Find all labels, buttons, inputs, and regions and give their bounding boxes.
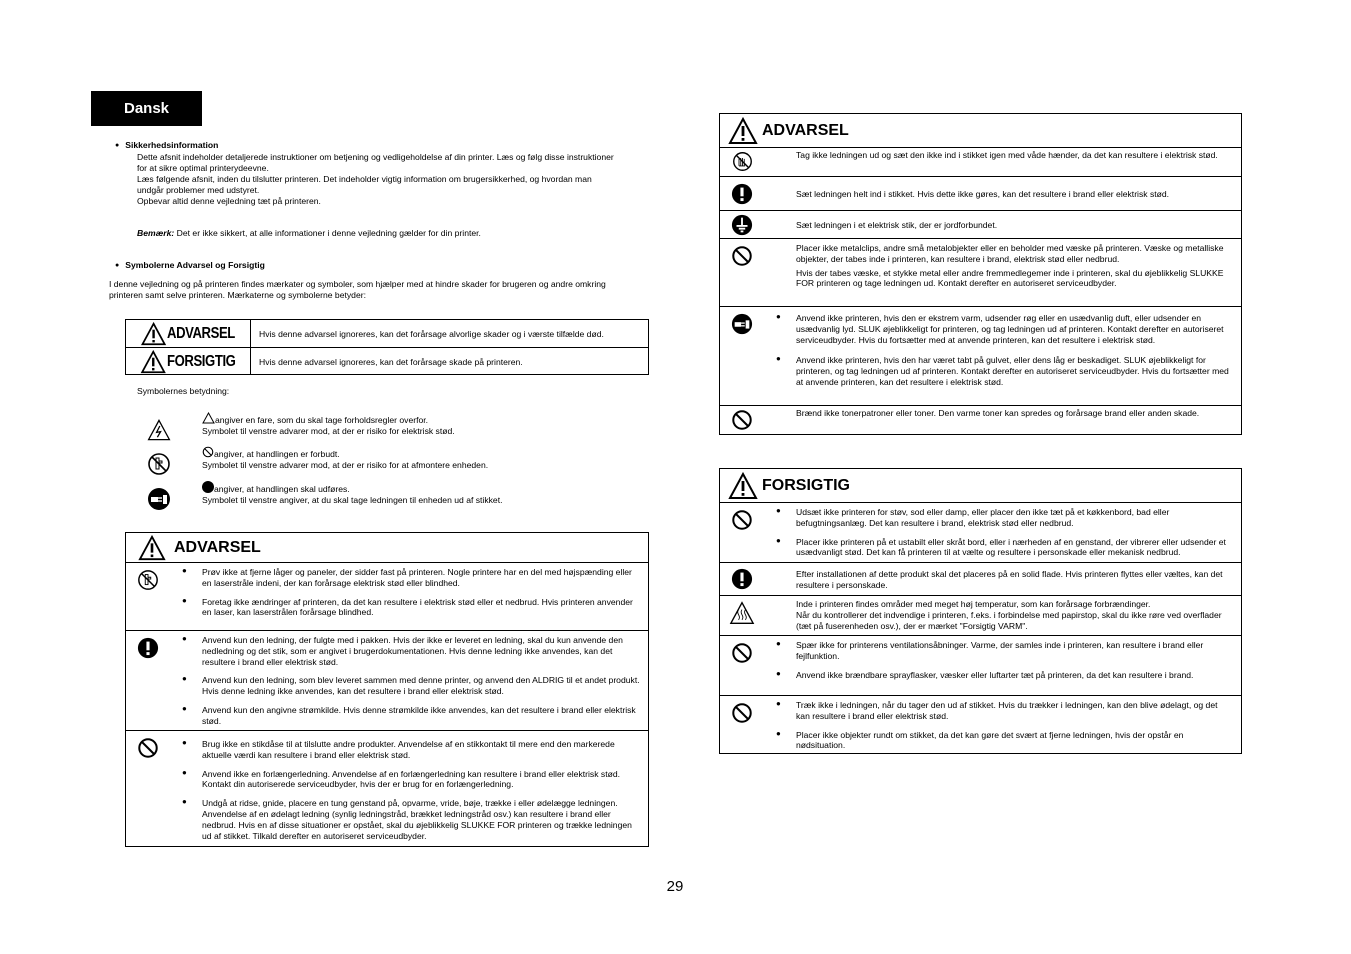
symbols-intro — [109, 279, 679, 301]
warning-row — [126, 631, 648, 731]
warning-title: ADVARSEL — [174, 538, 261, 556]
right-warning-box — [719, 113, 1242, 435]
no-wet-hands-icon — [732, 151, 753, 172]
warning-row — [720, 239, 1241, 307]
legend-row-warning — [126, 320, 648, 347]
warning-row — [126, 563, 648, 631]
safety-section — [115, 140, 218, 150]
meaning-line: angiver en fare, som du skal tage forholdsregler overfor. — [215, 415, 429, 425]
triangle-icon — [202, 412, 215, 424]
warning-triangle-icon — [140, 322, 167, 346]
caution-row — [720, 503, 1241, 563]
warning-point: ● Foretag ikke ændringer af printeren, da det kan resultere i elektrisk stød eller et nedbrud. Hvis printeren anvender en laser, kan laserstrålen forårsage blindhed. — [182, 597, 640, 619]
mandatory-icon — [137, 637, 159, 659]
warning-point: ● Anvend ikke en forlængerledning. Anvendelse af en forlængerledning kan resultere i brand eller elektrisk stød. Kontakt din autoriserede serviceudbyder, hvis der er brug for en forlængerledning. — [182, 769, 640, 791]
caution-point: ● Spær ikke for printerens ventilationsåbninger. Varme, der samles inde i printeren, kan resultere i brand eller fejlfunktion. — [776, 640, 1233, 662]
warning-point: ● Prøv ikke at fjerne låger og paneler, der sidder fast på printeren. Nogle printere har en del med højspænding eller en laserstråle indeni, der kan forårsage elektrisk stød eller blindhed. — [182, 567, 640, 589]
warning-row — [720, 148, 1241, 177]
prohibited-icon — [731, 245, 753, 267]
mandatory-icon — [731, 568, 753, 590]
warning-row — [720, 211, 1241, 239]
safety-line: for at sikre optimal printerydeevne. — [137, 163, 269, 173]
intro-line: I denne vejledning og på printeren findes mærkater og symboler, som hjælper med at hindre skader for brugeren og andre omkring — [109, 279, 606, 289]
note — [137, 228, 481, 239]
caution-point: ● Udsæt ikke printeren for støv, sod eller damp, eller placer den ikke tæt på et køkkenbord, bad eller befugtningsanlæg. Det kan resultere i brand, elektrisk stød eller nedbrud. — [776, 507, 1233, 529]
note-text: Det er ikke sikkert, at alle informationer i denne vejledning gælder for din printer. — [174, 228, 481, 238]
warning-triangle-icon — [728, 117, 758, 145]
language-tab: Dansk — [91, 91, 202, 126]
page-number: 29 — [666, 878, 684, 895]
safety-line: Opbevar altid denne vejledning tæt på printeren. — [137, 196, 321, 206]
prohibition-icon — [202, 446, 214, 458]
warning-point: ● Brug ikke en stikdåse til at tilslutte andre produkter. Anvendelse af en stikkontakt til mere end den markerede aktuelle værdi kan resultere i brand eller elektrisk stød. — [182, 739, 640, 761]
unplug-icon — [731, 313, 753, 335]
meaning-line: Symbolet til venstre advarer mod, at der er risiko for elektrisk stød. — [202, 426, 455, 436]
caution-text: Efter installationen af dette produkt skal det placeres på en solid flade. Hvis printeren flyttes eller væltes, kan det resultere i personskade. — [796, 568, 1223, 590]
warning-text: Sæt ledningen helt ind i stikket. Hvis dette ikke gøres, kan det resultere i brand eller elektrisk stød. — [796, 188, 1170, 199]
unplug-icon — [147, 487, 171, 511]
warning-point: ● Undgå at ridse, gnide, placere en tung genstand på, opvarme, vride, bøje, trække i eller ødelægge ledningen. Anvendelse af en ødelagt ledning (synlig ledningstråd, brækket ledningstråd osv.) kan resultere i brand eller nedbrud. Hvis en af disse situationer er opstået, skal du øjeblikkelig SLUKKE FOR printeren og trække ledningen ud af stikket. Tilkald derefter en autoriseret serviceudbyder. — [182, 798, 640, 841]
legend-text: Hvis denne advarsel ignoreres, kan det forårsage skade på printeren. — [259, 356, 523, 367]
caution-row — [720, 696, 1241, 753]
legend-row-caution — [126, 347, 648, 375]
safety-line: Læs følgende afsnit, inden du tilslutter printeren. Det indeholder vigtig information om brugersikkerhed, og hvordan man — [137, 174, 592, 184]
caution-point: ● Træk ikke i ledningen, når du tager den ud af stikket. Hvis du trækker i ledningen, kan den blive ødelagt, og det kan resultere i brand eller elektrisk stød. — [776, 700, 1233, 722]
safety-paragraph — [137, 152, 677, 207]
right-caution-box — [719, 468, 1242, 754]
prohibited-icon — [137, 737, 159, 759]
caution-text: Når du kontrollerer det indvendige i printeren, f.eks. i forbindelse med papirstop, skal du ikke røre ved overflader (tæt på fuserenheden osv.), der er mærket "Forsigtig VARM". — [796, 609, 1222, 631]
meaning-line: angiver, at handlingen skal udføres. — [214, 484, 350, 494]
prohibited-icon — [731, 409, 753, 431]
warning-row — [126, 731, 648, 846]
warning-row — [720, 307, 1241, 406]
note-label: Bemærk: — [137, 228, 175, 238]
mandatory-icon — [731, 183, 753, 205]
legend-label: FORSIGTIG — [166, 352, 235, 370]
warning-triangle-icon — [140, 350, 167, 374]
warning-row — [720, 177, 1241, 211]
safety-line: undgår problemer med udstyret. — [137, 185, 260, 195]
warning-triangle-icon — [138, 535, 166, 561]
electric-shock-icon — [147, 418, 171, 442]
caution-text: Inde i printeren findes områder med meget høj temperatur, som kan forårsage forbrændinger. — [796, 599, 1151, 609]
warning-text: Tag ikke ledningen ud og sæt den ikke ind i stikket igen med våde hænder, da det kan resultere i elektrisk stød. — [796, 150, 1218, 160]
caution-row — [720, 636, 1241, 696]
warning-text: Brænd ikke tonerpatroner eller toner. Den varme toner kan spredes og forårsage brand eller anden skade. — [796, 408, 1200, 418]
warning-point: ● Anvend kun den angivne strømkilde. Hvis denne strømkilde ikke anvendes, kan det resultere i brand eller elektrisk stød. — [182, 705, 640, 727]
legend-label: ADVARSEL — [167, 324, 236, 342]
warning-point: ● Anvend kun den ledning, som blev leveret sammen med denne printer, og anvend den ALDRIG til et andet produkt. Hvis denne ledning ikke anvendes, kan det resultere i brand eller elektrisk stød. — [182, 675, 640, 697]
caution-point: ● Placer ikke objekter rundt om stikket, da det kan gøre det svært at fjerne ledningen, hvis der opstår en nødsituation. — [776, 730, 1233, 752]
warning-row — [720, 406, 1241, 433]
prohibited-icon — [731, 702, 753, 724]
meaning-line: Symbolet til venstre advarer mod, at der er risiko for at afmontere enheden. — [202, 460, 489, 470]
meaning-line: angiver, at handlingen er forbudt. — [214, 449, 340, 459]
filled-circle-icon — [202, 481, 214, 493]
no-disassembly-icon — [137, 569, 159, 591]
warning-title: ADVARSEL — [762, 121, 849, 139]
warning-text: Sæt ledningen i et elektrisk stik, der er jordforbundet. — [796, 219, 998, 230]
warning-triangle-icon — [728, 472, 758, 500]
warning-header — [720, 114, 1241, 148]
safety-title: ● Sikkerhedsinformation — [115, 140, 218, 150]
warning-text: Placer ikke metalclips, andre små metalobjekter eller en beholder med væske på printeren. Væske og metalliske objekter, der tabes inde i printeren, kan resultere i brand, elektrisk stød eller nedbrud. — [796, 243, 1224, 264]
meaning-line: Symbolet til venstre angiver, at du skal tage ledningen til enheden ud af stikket. — [202, 495, 503, 505]
intro-line: printeren samt selve printeren. Mærkaterne og symbolerne betyder: — [109, 290, 366, 300]
left-warning-box — [125, 532, 649, 847]
symbols-title: ● Symbolerne Advarsel og Forsigtig — [115, 260, 265, 270]
warning-point: ● Anvend ikke printeren, hvis den har været tabt på gulvet, eller dens låg er beskadiget. SLUK øjeblikkeligt for printeren, og tag ledningen ud af printeren. Kontakt derefter en autoriseret serviceudbyder. Hvis du fortsætter med at anvende printeren, kan det resultere i elektrisk stød. — [776, 355, 1233, 387]
caution-point: ● Anvend ikke brændbare sprayflasker, væsker eller luftarter tæt på printeren, da det kan resultere i brand. — [776, 670, 1233, 681]
caution-row — [720, 596, 1241, 636]
caution-point: ● Placer ikke printeren på et ustabilt eller skråt bord, eller i nærheden af en genstand, der vibrerer eller udsender et usædvanligt stød. Det kan få printeren til at vælte og resultere i personskade eller mekanisk nedbrud. — [776, 537, 1233, 559]
no-disassembly-icon — [147, 452, 171, 476]
symbols-section — [115, 260, 265, 270]
hot-surface-icon — [729, 601, 755, 625]
warning-text: Hvis der tabes væske, et stykke metal eller andre fremmedlegemer inde i printeren, skal du øjeblikkelig SLUKKE FOR printeren og tage ledningen ud. Kontakt derefter en autoriseret serviceudbyder. — [796, 267, 1224, 289]
caution-title: FORSIGTIG — [762, 476, 850, 494]
warning-point: ● Anvend ikke printeren, hvis den er ekstrem varm, udsender røg eller en usædvanlig duft, eller udsender en usædvanlig lyd. SLUK øjeblikkeligt for printeren, og tag ledningen ud af printeren. Kontakt derefter en autoriseret serviceudbyder. Hvis du fortsætter med at anvende printeren, kan det resultere i elektrisk stød. — [776, 313, 1233, 345]
caution-row — [720, 563, 1241, 596]
meaning-label: Symbolernes betydning: — [137, 386, 230, 396]
caution-header — [720, 469, 1241, 503]
ground-icon — [731, 214, 753, 236]
prohibited-icon — [731, 642, 753, 664]
prohibited-icon — [731, 509, 753, 531]
warning-point: ● Anvend kun den ledning, der fulgte med i pakken. Hvis der ikke er leveret en ledning, skal du kun anvende den nedledning og det stik, som er angivet i brugerdokumentationen. Hvis denne ledning ikke anvendes, kan det resultere i brand eller elektrisk stød. — [182, 635, 640, 667]
warning-header — [126, 533, 648, 563]
safety-line: Dette afsnit indeholder detaljerede instruktioner om betjening og vedligeholdelse af din printer. Læs og følg disse instruktioner — [137, 152, 614, 162]
legend-table — [125, 319, 649, 375]
legend-text: Hvis denne advarsel ignoreres, kan det forårsage alvorlige skader og i værste tilfælde død. — [259, 328, 604, 339]
